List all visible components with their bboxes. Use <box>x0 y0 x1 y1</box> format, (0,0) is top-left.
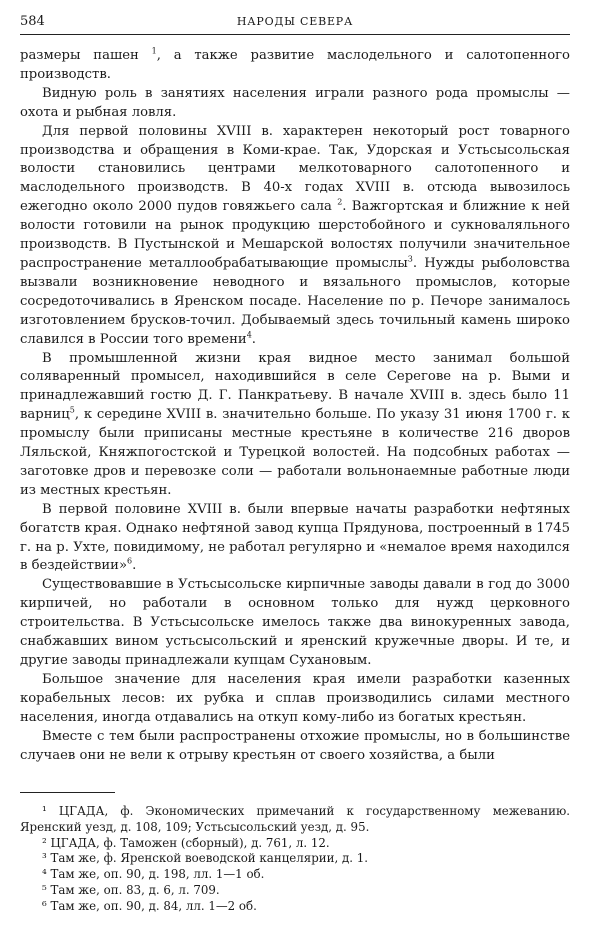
paragraph-text: Видную роль в занятиях населения играли разного рода промыслы — охота и рыбная ловля. <box>20 85 570 120</box>
paragraph-text: Для первой половины XVIII в. характерен некоторый рост товарного производства и обращения в Коми-крае. Так, Удорская и Устьсысольская волости становились центрами мелкотоварного салотопенного и маслодельного производств. В 40-х годах XVIII в. отсюда вывозилось ежегодно около 2000 пудов говяжьего сала <box>20 123 570 215</box>
running-title: НАРОДЫ СЕВЕРА <box>236 15 354 28</box>
paragraph-text: размеры пашен <box>20 48 152 63</box>
footnote: ⁵ Там же, оп. 83, д. 6, л. 709. <box>42 882 220 897</box>
paragraph <box>20 728 570 766</box>
paragraph-text: . <box>132 558 137 574</box>
paragraph-text: Существовавшие в Устьсысольске кирпичные заводы давали в год до 3000 кирпичей, но работали в основном только для нужд церковного строительства. В Устьсысольске имелось также два винокуренных завода, снабжавших вином устьсысольский и яренский кружечные дворы. И те, и другие заводы принадлежали купцам Сухановым. <box>20 577 570 668</box>
paragraph-text: Большое значение для населения края имели разработки казенных корабельных лесов: их рубка и сплав производились силами местного населения, иногда отдавались на откуп кому-либо из богатых крестьян. <box>20 671 570 725</box>
footnote-marker: 4 <box>246 330 252 340</box>
page-header <box>20 12 570 35</box>
footnote: ⁴ Там же, оп. 90, д. 198, лл. 1—1 об. <box>42 867 265 882</box>
paragraph <box>20 85 570 123</box>
paragraph-text: , к середине XVIII в. значительно больше. По указу 31 июня 1700 г. к промыслу были приписаны местные крестьяне в количестве 216 дворов Ляльской, Княжпогостской и Турецкой волостей. На подсобных работах — заготовке дров и перевозке соли — работали вольнонаемные работные люди из местных крестьян. <box>20 407 570 498</box>
paragraph <box>20 576 570 671</box>
paragraph-text: , а также развитие маслодельного и салотопенного производств. <box>20 48 570 82</box>
body-text <box>20 47 570 765</box>
footnote: ² ЦГАДА, ф. Таможен (сборный), д. 761, л. 12. <box>42 835 330 850</box>
paragraph-text: . <box>251 331 256 347</box>
paragraph-text: . Важгортская и ближние к ней волости готовили на рынок продукцию шерстобойного и сукноваляльного производств. В Пустынской и Мешарской волостях получили значительное распространение металлообрабатывающие промыслы <box>20 199 570 271</box>
footnotes <box>20 804 570 915</box>
paragraph <box>20 47 570 85</box>
paragraph <box>20 123 570 350</box>
footnote-marker: 5 <box>69 405 75 415</box>
footnote-marker: 3 <box>407 254 413 264</box>
footnote-divider <box>20 792 115 793</box>
paragraph-text: Вместе с тем были распространены отхожие промыслы, но в большинстве случаев они не вели к отрыву крестьян от своего хозяйства, а были <box>20 728 570 763</box>
paragraph-text: В промышленной жизни края видное место занимал большой соляваренный промысел, находившийся в селе Серегове на р. Выми и принадлежавший гостю Д. Г. Панкратьеву. В начале XVIII в. здесь было 11 варниц <box>20 350 570 423</box>
footnote-marker: 1 <box>151 46 157 56</box>
paragraph <box>20 350 570 501</box>
footnote-marker: 2 <box>337 197 343 207</box>
footnote: ⁶ Там же, оп. 90, д. 84, лл. 1—2 об. <box>42 898 257 913</box>
paragraph-text: В первой половине XVIII в. были впервые начаты разработки нефтяных богатств края. Однако нефтяной завод купца Прядунова, построенный в 1745 г. на р. Ухте, повидимому, не работал регулярно и «немалое время находился в бездействии» <box>20 501 570 574</box>
paragraph <box>20 501 570 577</box>
footnote-marker: 6 <box>127 557 133 567</box>
paragraph-text: . Нужды рыболовства вызвали возникновение неводного и вязального промыслов, которые сосредоточивались в Яренском посаде. Население по р. Печоре занималось изготовлением брусков-точил. Добываемый здесь точильный камень широко славился в России того времени <box>20 255 570 347</box>
footnote: ¹ ЦГАДА, ф. Экономических примечаний к государственному межеванию. Яренский уезд, д. 108, 109; Устьсысольский уезд, д. 95. <box>20 804 570 834</box>
page-number: 584 <box>20 14 45 29</box>
footnote: ³ Там же, ф. Яренской воеводской канцелярии, д. 1. <box>42 851 368 866</box>
paragraph <box>20 671 570 728</box>
